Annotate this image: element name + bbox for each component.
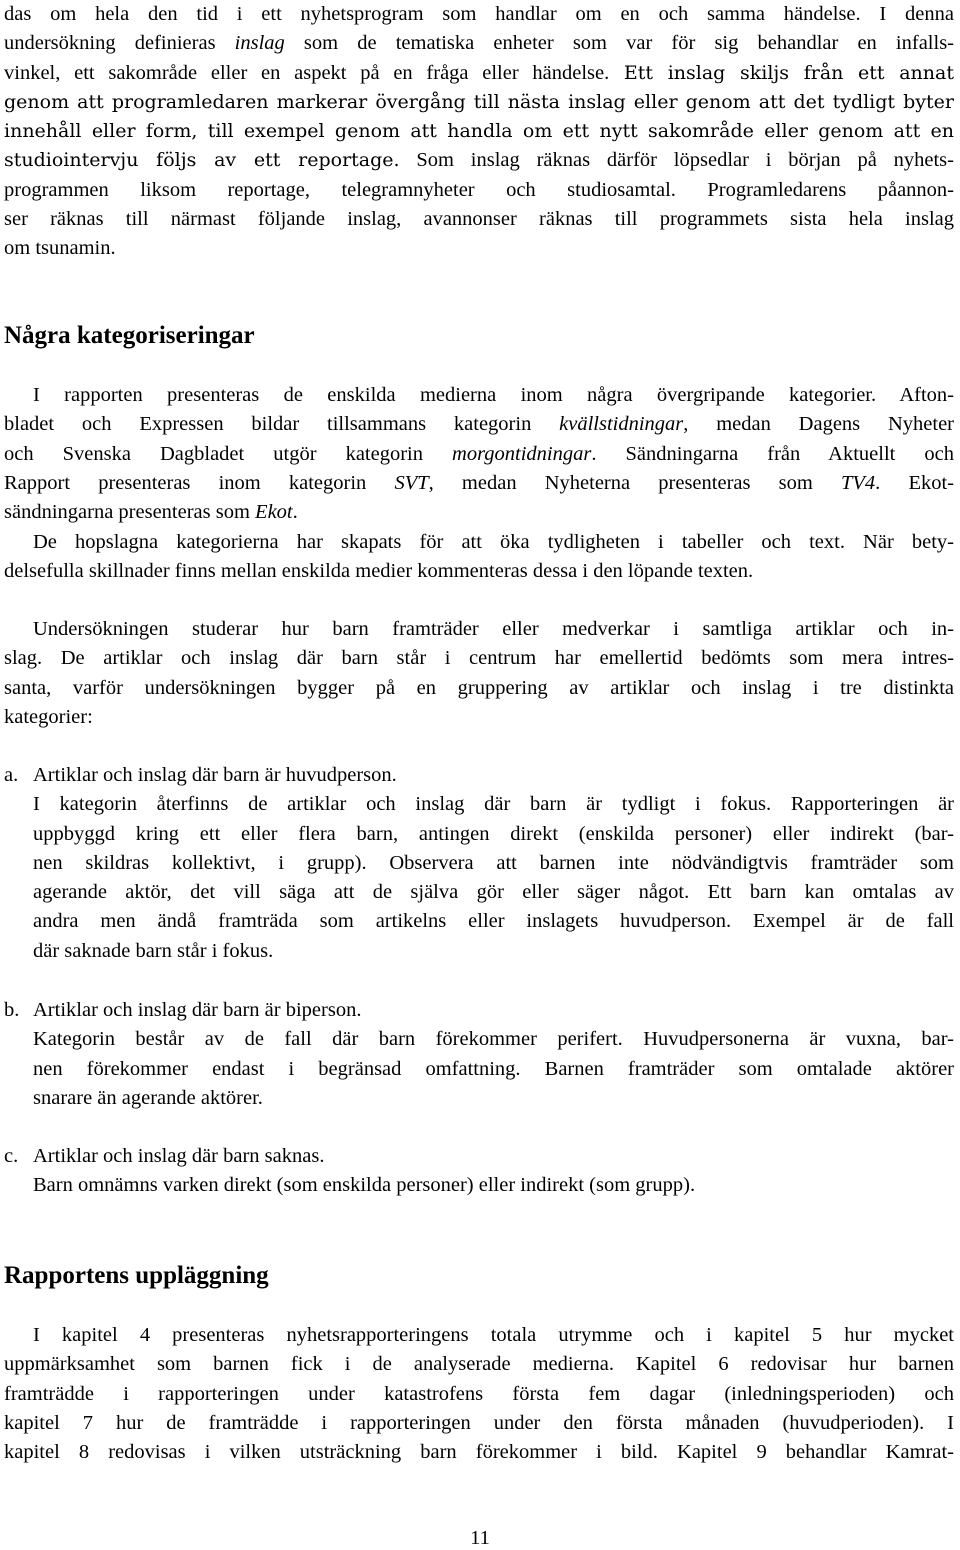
list-item: b. Artiklar och inslag där barn är biperson. Kategorin består av de fall där barn förekommer perifert. Huvudpersonerna är vuxna, bar- nen förekommer endast i begränsad omfattning. Barnen framträder som omtalade aktörer snarare än agerande aktörer. (4, 996, 954, 1113)
merged-categories-paragraph: De hopslagna kategorierna har skapats för att öka tydligheten i tabeller och text. När bety- delsefulla skillnader finns mellan enskilda medier kommenteras dessa i den löpande texten. (4, 531, 954, 583)
list-item-title: Artiklar och inslag där barn är huvudperson. (33, 764, 397, 786)
study-scope-paragraph: Undersökningen studerar hur barn framträder eller medverkar i samtliga artiklar och in- slag. De artiklar och inslag där barn står i centrum har emellertid bedömts som mera intres- santa, varför undersökningen bygger på en gruppering av artiklar och inslag i tre distinkta kategorier: (4, 618, 954, 728)
list-item-title: Artiklar och inslag där barn är biperson. (33, 999, 362, 1021)
page-number: 11 (470, 1527, 490, 1549)
list-item-label: b. (4, 999, 20, 1021)
section-heading-upplaggning: Rapportens uppläggning (4, 1262, 269, 1289)
list-item: c. Artiklar och inslag där barn saknas. Barn omnämns varken direkt (som enskilda personer) eller indirekt (som grupp). (4, 1142, 954, 1201)
section-heading-kategoriseringar: Några kategoriseringar (4, 322, 255, 349)
intro-paragraph: das om hela den tid i ett nyhetsprogram som handlar om en och samma händelse. I denna undersökning definieras inslag som de tematiska enheter som var för sig behandlar en infalls- vinkel, ett sakområde eller en aspekt på en fråga eller händelse. Ett inslag skiljs från ett annat genom att programledaren markerar övergång till nästa inslag eller genom att det tydligt byter innehåll eller form, till exempel genom att handla om ett nytt sakområde eller genom att en studiointervju följs av ett reportage. Som inslag räknas därför löpsedlar i början på nyhets- programmen liksom reportage, telegramnyheter och studiosamtal. Programledarens påannon- ser räknas till närmast följande inslag, avannonser räknas till programmets sista hela inslag om tsunamin. (4, 3, 954, 260)
list-item: a. Artiklar och inslag där barn är huvudperson. I kategorin återfinns de artiklar och inslag där barn är tydligt i fokus. Rapporteringen är uppbyggd kring ett eller flera barn, antingen direkt (enskilda personer) eller indirekt (bar- nen skildras kollektivt, i grupp). Observera att barnen inte nödvändigtvis framträder som agerande aktör, det vill säga att de själva gör eller säger något. Ett barn kan omtalas av andra men ändå framträda som artikelns eller inslagets huvudperson. Exempel är de fall där saknade barn står i fokus. (4, 761, 954, 966)
list-item-label: a. (4, 764, 19, 786)
list-item-label: c. (4, 1145, 19, 1167)
list-item-title: Artiklar och inslag där barn saknas. (33, 1145, 325, 1167)
report-outline-paragraph: I kapitel 4 presenteras nyhetsrapporteringens totala utrymme och i kapitel 5 hur mycket uppmärksamhet som barnen fick i de analyserade medierna. Kapitel 6 redovisar hur barnen framträdde i rapporteringen under katastrofens första fem dagar (inledningsperioden) och kapitel 7 hur de framträdde i rapporteringen under den första månaden (huvudperioden). I kapitel 8 redovisas i vilken utsträckning barn förekommer i bild. Kapitel 9 behandlar Kamrat- (4, 1324, 955, 1464)
categories-paragraph: I rapporten presenteras de enskilda medierna inom några övergripande kategorier. Afton- bladet och Expressen bildar tillsammans kategorin kvällstidningar, medan Dagens Nyheter och Svenska Dagbladet utgör kategorin morgontidningar. Sändningarna från Aktuellt och Rapport presenteras inom kategorin SVT, medan Nyheterna presenteras som TV4. Ekot- sändningarna presenteras som Ekot. (4, 384, 954, 524)
